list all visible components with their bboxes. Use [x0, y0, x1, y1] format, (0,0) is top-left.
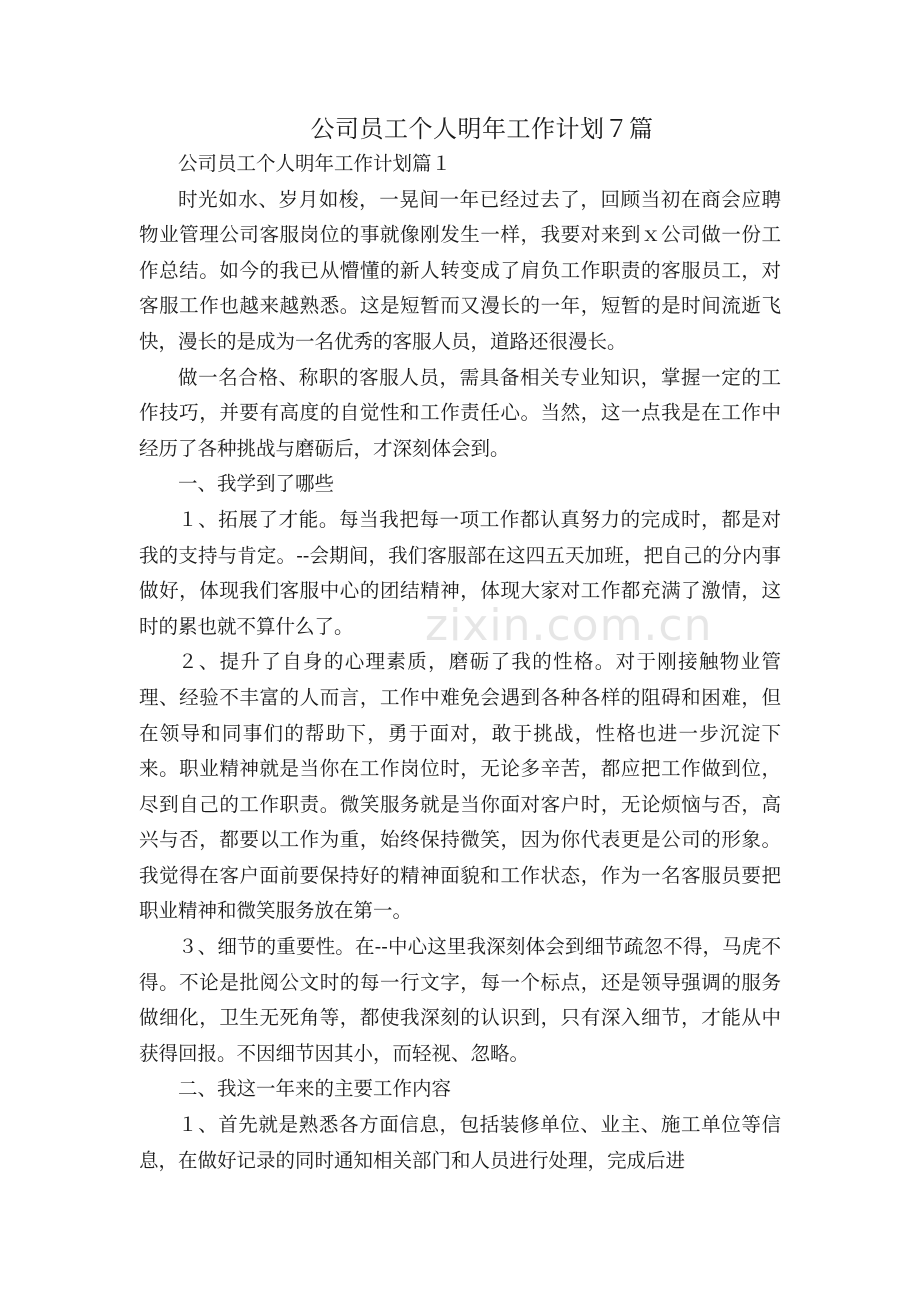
- paragraph: 时光如水、岁月如梭，一晃间一年已经过去了，回顾当初在商会应聘物业管理公司客服岗位的事就像刚发生一样，我要对来到ｘ公司做一份工作总结。如今的我已从懵懂的新人转变成了肩负工作职责的客服员工，对客服工作也越来越熟悉。这是短暂而又漫长的一年，短暂的是时间流逝飞快，漫长的是成为一名优秀的客服人员，道路还很漫长。: [139, 187, 781, 353]
- document-body: [139, 146, 781, 1178]
- paragraph: １、首先就是熟悉各方面信息，包括装修单位、业主、施工单位等信息，在做好记录的同时通知相关部门和人员进行处理，完成后进: [139, 1113, 781, 1172]
- document-title: 公司员工个人明年工作计划７篇: [310, 115, 654, 143]
- subheading: 二、我这一年来的主要工作内容: [178, 1077, 452, 1101]
- subheading: 一、我学到了哪些: [178, 472, 335, 496]
- watermark: zixin.com.cn: [425, 600, 713, 651]
- section-heading: 公司员工个人明年工作计划篇１: [178, 152, 452, 175]
- paragraph: ３、细节的重要性。在--中心这里我深刻体会到细节疏忽不得，马虎不得。不论是批阅公文时的每一行文字，每一个标点，还是领导强调的服务做细化，卫生无死角等，都使我深刻的认识到，只有深入细节，才能从中获得回报。不因细节因其小，而轻视、忽略。: [139, 935, 781, 1065]
- paragraph: １、拓展了才能。每当我把每一项工作都认真努力的完成时，都是对我的支持与肯定。--会期间，我们客服部在这四五天加班，把自己的分内事做好，体现我们客服中心的团结精神，体现大家对工作都充满了激情，这时的累也就不算什么了。: [139, 507, 781, 638]
- paragraph: ２、提升了自身的心理素质，磨砺了我的性格。对于刚接触物业管理、经验不丰富的人而言，工作中难免会遇到各种各样的阻碍和困难，但在领导和同事们的帮助下，勇于面对，敢于挑战，性格也进一步沉淀下来。职业精神就是当你在工作岗位时，无论多辛苦，都应把工作做到位，尽到自己的工作职责。微笑服务就是当你面对客户时，无论烦恼与否，高兴与否，都要以工作为重，始终保持微笑，因为你代表更是公司的形象。我觉得在客户面前要保持好的精神面貌和工作状态，作为一名客服员要把职业精神和微笑服务放在第一。: [139, 650, 781, 923]
- paragraph: 做一名合格、称职的客服人员，需具备相关专业知识，掌握一定的工作技巧，并要有高度的自觉性和工作责任心。当然，这一点我是在工作中经历了各种挑战与磨砺后，才深刻体会到。: [139, 365, 781, 460]
